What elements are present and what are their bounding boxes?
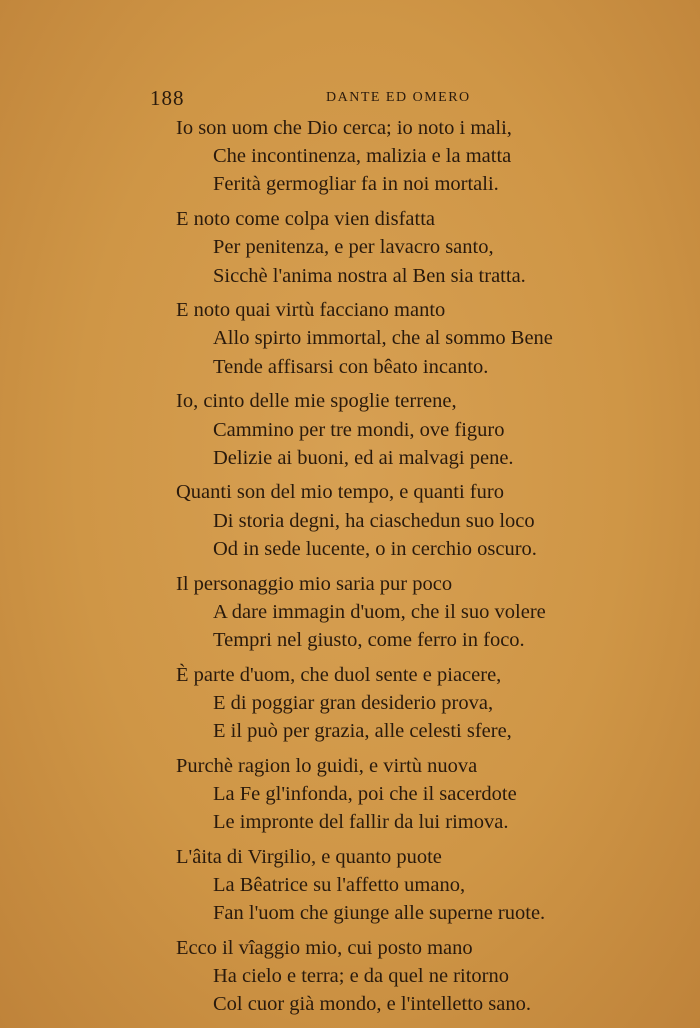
- verse-line: È parte d'uom, che duol sente e piacere,: [176, 663, 502, 686]
- verse-line: Purchè ragion lo guidi, e virtù nuova: [176, 754, 478, 777]
- verse-line: Ha cielo e terra; e da quel ne ritorno: [213, 965, 509, 988]
- stanza: [176, 934, 596, 1019]
- verse-line: E di poggiar gran desiderio prova,: [213, 691, 494, 714]
- verse-line: Tempri nel giusto, come ferro in foco.: [213, 628, 525, 651]
- verse-line: La Fe gl'infonda, poi che il sacerdote: [213, 782, 517, 805]
- verse-line: Quanti son del mio tempo, e quanti furo: [176, 481, 504, 504]
- verse-line: Io son uom che Dio cerca; io noto i mali,: [176, 117, 512, 139]
- verse-line: E il può per grazia, alle celesti sfere,: [213, 720, 512, 743]
- verse-line: E noto come colpa vien disfatta: [176, 208, 436, 231]
- stanza: [176, 661, 596, 746]
- verse-line: Allo spirto immortal, che al sommo Bene: [213, 327, 553, 350]
- stanza: [176, 843, 596, 928]
- verse-line: La Bêatrice su l'affetto umano,: [213, 874, 466, 897]
- verse-line: Di storia degni, ha ciaschedun suo loco: [213, 509, 535, 532]
- stanza: [176, 205, 596, 290]
- verse-line: Io, cinto delle mie spoglie terrene,: [176, 390, 457, 413]
- page-number: 188: [150, 86, 185, 110]
- stanza: [176, 296, 596, 381]
- stanza: [176, 752, 596, 837]
- verse-line: E noto quai virtù facciano manto: [176, 299, 446, 322]
- verse-line: Per penitenza, e per lavacro santo,: [213, 236, 494, 259]
- verse-line: Cammino per tre mondi, ove figuro: [213, 418, 505, 441]
- stanza: [176, 387, 596, 472]
- verse-line: Sicchè l'anima nostra al Ben sia tratta.: [213, 264, 526, 287]
- verse-line: L'âita di Virgilio, e quanto puote: [176, 845, 442, 868]
- stanza: [176, 570, 596, 655]
- stanza: [176, 478, 596, 563]
- verse-line: A dare immagin d'uom, che il suo volere: [213, 600, 546, 623]
- verse-line: Ferità germogliar fa in noi mortali.: [213, 173, 499, 196]
- verse-line: Delizie ai buoni, ed ai malvagi pene.: [213, 446, 514, 469]
- poem-body: [176, 114, 596, 1025]
- running-head: DANTE ED OMERO: [326, 90, 471, 105]
- verse-line: Che incontinenza, malizia e la matta: [213, 145, 512, 168]
- verse-line: Od in sede lucente, o in cerchio oscuro.: [213, 537, 537, 560]
- page-header: [150, 86, 580, 110]
- verse-line: Le impronte del fallir da lui rimova.: [213, 811, 509, 834]
- verse-line: Il personaggio mio saria pur poco: [176, 572, 453, 595]
- verse-line: Ecco il vîaggio mio, cui posto mano: [176, 936, 473, 959]
- verse-line: Fan l'uom che giunge alle superne ruote.: [213, 902, 546, 925]
- verse-line: Tende affisarsi con bêato incanto.: [213, 355, 489, 378]
- stanza: [176, 114, 596, 199]
- verse-line: Col cuor già mondo, e l'intelletto sano.: [213, 993, 531, 1016]
